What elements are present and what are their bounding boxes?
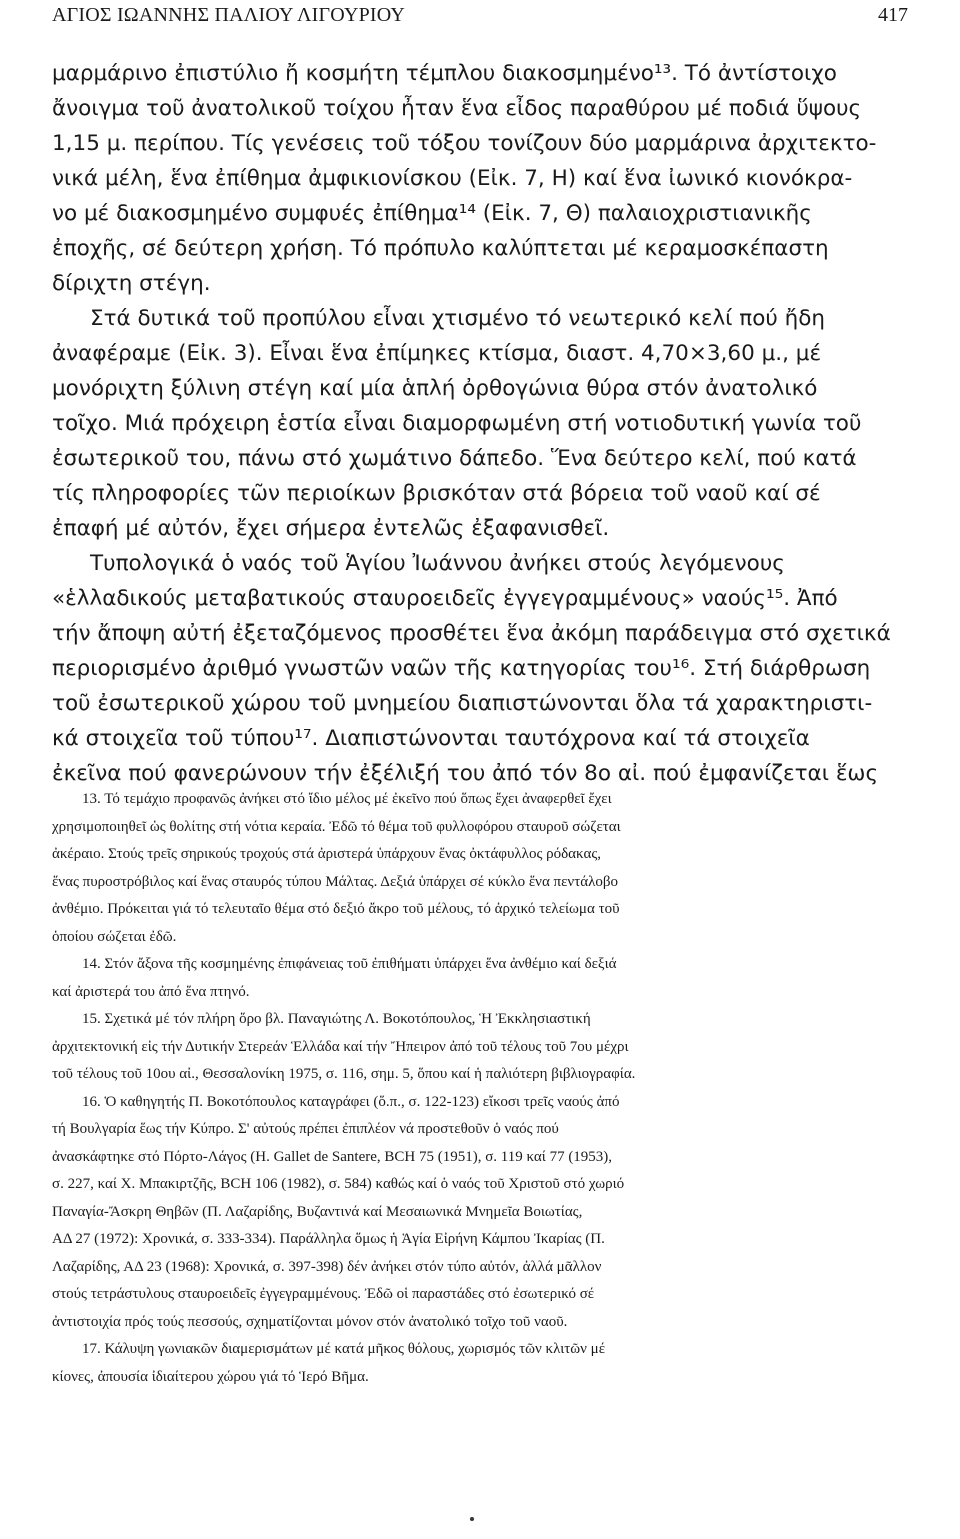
footnote-line: σ. 227, καί Χ. Μπακιρτζῆς, BCH 106 (1982), σ. 584) καθώς καί ὁ ναός τοῦ Χριστοῦ στό χωριό — [52, 1176, 625, 1192]
body-line: ἐπαφή μέ αὐτόν, ἔχει σήμερα ἐντελῶς ἐξαφανισθεῖ. — [52, 516, 610, 541]
footnote-line: τή Βουλγαρία ἕως τήν Κύπρο. Σ' αὐτούς πρέπει ἐπιπλέον νά προστεθοῦν ὁ ναός πού — [52, 1121, 559, 1137]
body-line: κά στοιχεῖα τοῦ τύπου¹⁷. Διαπιστώνονται ταυτόχρονα καί τά στοιχεῖα — [52, 726, 810, 751]
body-line: μαρμάρινο ἐπιστύλιο ἤ κοσμήτη τέμπλου διακοσμημένο¹³. Τό ἀντίστοιχο — [52, 61, 837, 86]
body-line: δίριχτη στέγη. — [52, 271, 211, 296]
footnote-line: ἀνθέμιο. Πρόκειται γιά τό τελευταῖο θέμα στό δεξιό ἄκρο τοῦ μέλους, τό ἀρχικό τελείωμα τοῦ — [52, 901, 620, 917]
page-dot-mark — [470, 1517, 474, 1521]
body-line: τίς πληροφορίες τῶν περιοίκων βρισκόταν στά βόρεια τοῦ ναοῦ καί σέ — [52, 481, 821, 506]
body-line: νο μέ διακοσμημένο συμφυές ἐπίθημα¹⁴ (Εἰκ. 7, Θ) παλαιοχριστιανικῆς — [52, 201, 812, 226]
footnote-line: ἕνας πυροστρόβιλος καί ἕνας σταυρός τύπου Μάλτας. Δεξιά ὑπάρχει σέ κύκλο ἕνα πεντάλοβο — [52, 873, 618, 890]
footnote-line: ἀντιστοιχία πρός τούς πεσσούς, σχηματίζονται μόνον στόν ἀνατολικό τοῖχο τοῦ ναοῦ. — [52, 1313, 568, 1330]
footnote-line: κίονες, ἀπουσία ἰδιαίτερου χώρου γιά τό Ἱερό Βῆμα. — [52, 1368, 369, 1385]
footnote-line: Παναγία-Ἄσκρη Θηβῶν (Π. Λαζαρίδης, Βυζαντινά καί Μεσαιωνικά Μνημεῖα Βοιωτίας, — [52, 1203, 583, 1220]
footnote-line: ἀρχιτεκτονική εἰς τήν Δυτικήν Στερεάν Ἑλλάδα καί τήν Ἤπειρον ἀπό τοῦ τέλους τοῦ 7ου μέχρι — [52, 1038, 629, 1055]
page-number: 417 — [878, 4, 908, 26]
body-line: Τυπολογικά ὁ ναός τοῦ Ἁγίου Ἰωάννου ἀνήκει στούς λεγόμενους — [90, 551, 785, 576]
footnote-line: Λαζαρίδης, ΑΔ 23 (1968): Χρονικά, σ. 397-398) δέν ἀνήκει στόν τύπο αὐτόν, ἀλλά μᾶλλον — [52, 1258, 602, 1275]
footnote-line: 15. Σχετικά μέ τόν πλήρη ὅρο βλ. Παναγιώτης Λ. Βοκοτόπουλος, Ἡ Ἐκκλησιαστική — [82, 1011, 591, 1027]
footnote-line: καί ἀριστερά του ἀπό ἕνα πτηνό. — [52, 983, 250, 1000]
body-line: νικά μέλη, ἕνα ἐπίθημα ἀμφικιονίσκου (Εἰκ. 7, Η) καί ἕνα ἰωνικό κιονόκρα- — [52, 166, 853, 191]
body-line: περιορισμένο ἀριθμό γνωστῶν ναῶν τῆς κατηγορίας του¹⁶. Στή διάρθρωση — [52, 656, 871, 681]
footnote-line: ἀκέραιο. Στούς τρεῖς σηρικούς τροχούς στά ἀριστερά ὑπάρχουν ἕνας ὀκτάφυλλος ρόδακας, — [52, 846, 602, 862]
body-line: ἐσωτερικοῦ του, πάνω στό χωμάτινο δάπεδο. Ἕνα δεύτερο κελί, πού κατά — [52, 446, 857, 471]
footnote-line: τοῦ τέλους τοῦ 10ου αἰ., Θεσσαλονίκη 1975, σ. 116, σημ. 5, ὅπου καί ἡ παλιότερη βιβλιογραφία. — [52, 1066, 636, 1082]
running-header — [52, 4, 908, 34]
body-line: μονόριχτη ξύλινη στέγη καί μία ἁπλή ὀρθογώνια θύρα στόν ἀνατολικό — [52, 376, 818, 401]
body-line: τοῦ ἐσωτερικοῦ χώρου τοῦ μνημείου διαπιστώνονται ὅλα τά χαρακτηριστι- — [52, 691, 873, 716]
body-line: τήν ἄποψη αὐτή ἐξεταζόμενος προσθέτει ἕνα ἀκόμη παράδειγμα στό σχετικά — [52, 621, 891, 646]
footnote-line: 17. Κάλυψη γωνιακῶν διαμερισμάτων μέ κατά μῆκος θόλους, χωρισμός τῶν κλιτῶν μέ — [82, 1341, 606, 1357]
footnote-line: ΑΔ 27 (1972): Χρονικά, σ. 333-334). Παράλληλα ὅμως ἡ Ἁγία Εἰρήνη Κάμπου Ἰκαρίας (Π. — [52, 1231, 605, 1247]
body-line: ἐκεῖνα πού φανερώνουν τήν ἐξέλιξή του ἀπό τόν 8ο αἰ. πού ἐμφανίζεται ἕως — [52, 761, 879, 786]
footnote-line: ἀνασκάφτηκε στό Πόρτο-Λάγος (Η. Gallet de Santere, BCH 75 (1951), σ. 119 καί 77 (1953), — [52, 1148, 613, 1165]
running-title: ΑΓΙΟΣ ΙΩΑΝΝΗΣ ΠΑΛΙΟΥ ΛΙΓΟΥΡΙΟΥ — [52, 4, 406, 26]
footnote-line: 13. Τό τεμάχιο προφανῶς ἀνήκει στό ἴδιο μέλος μέ ἐκεῖνο πού ὅπως ἔχει ἀναφερθεῖ ἔχει — [82, 791, 612, 807]
main-text — [52, 56, 908, 791]
body-line: 1,15 μ. περίπου. Τίς γενέσεις τοῦ τόξου τονίζουν δύο μαρμάρινα ἀρχιτεκτο- — [52, 131, 877, 156]
footnote-line: 14. Στόν ἄξονα τῆς κοσμημένης ἐπιφάνειας τοῦ ἐπιθήματι ὑπάρχει ἕνα ἀνθέμιο καί δεξιά — [82, 956, 617, 972]
footnote-line: στούς τετράστυλους σταυροειδεῖς ἐγγεγραμμένους. Ἐδῶ οἱ παραστάδες στό ἐσωτερικό σέ — [52, 1286, 595, 1302]
footnote-line: 16. Ὁ καθηγητής Π. Βοκοτόπουλος καταγράφει (ὅ.π., σ. 122-123) εἴκοσι τρεῖς ναούς ἀπό — [82, 1093, 620, 1110]
footnote-line: χρησιμοποιηθεῖ ὡς θολίτης στή νότια κεραία. Ἐδῶ τό θέμα τοῦ φυλλοφόρου σταυροῦ σώζεται — [52, 818, 621, 835]
body-line: ἐποχῆς, σέ δεύτερη χρήση. Τό πρόπυλο καλύπτεται μέ κεραμοσκέπαστη — [52, 236, 829, 261]
body-line: ἀναφέραμε (Εἰκ. 3). Εἶναι ἕνα ἐπίμηκες κτίσμα, διαστ. 4,70×3,60 μ., μέ — [52, 341, 822, 366]
footnote-line: ὁποίου σώζεται ἐδῶ. — [52, 928, 177, 945]
body-line: Στά δυτικά τοῦ προπύλου εἶναι χτισμένο τό νεωτερικό κελί πού ἤδη — [90, 306, 826, 331]
footnotes — [52, 786, 908, 1391]
body-line: «ἑλλαδικούς μεταβατικούς σταυροειδεῖς ἐγγεγραμμένους» ναούς¹⁵. Ἀπό — [52, 586, 838, 611]
body-line: ἄνοιγμα τοῦ ἀνατολικοῦ τοίχου ἦταν ἕνα εἶδος παραθύρου μέ ποδιά ὕψους — [52, 96, 862, 121]
body-line: τοῖχο. Μιά πρόχειρη ἑστία εἶναι διαμορφωμένη στή νοτιοδυτική γωνία τοῦ — [52, 411, 862, 436]
